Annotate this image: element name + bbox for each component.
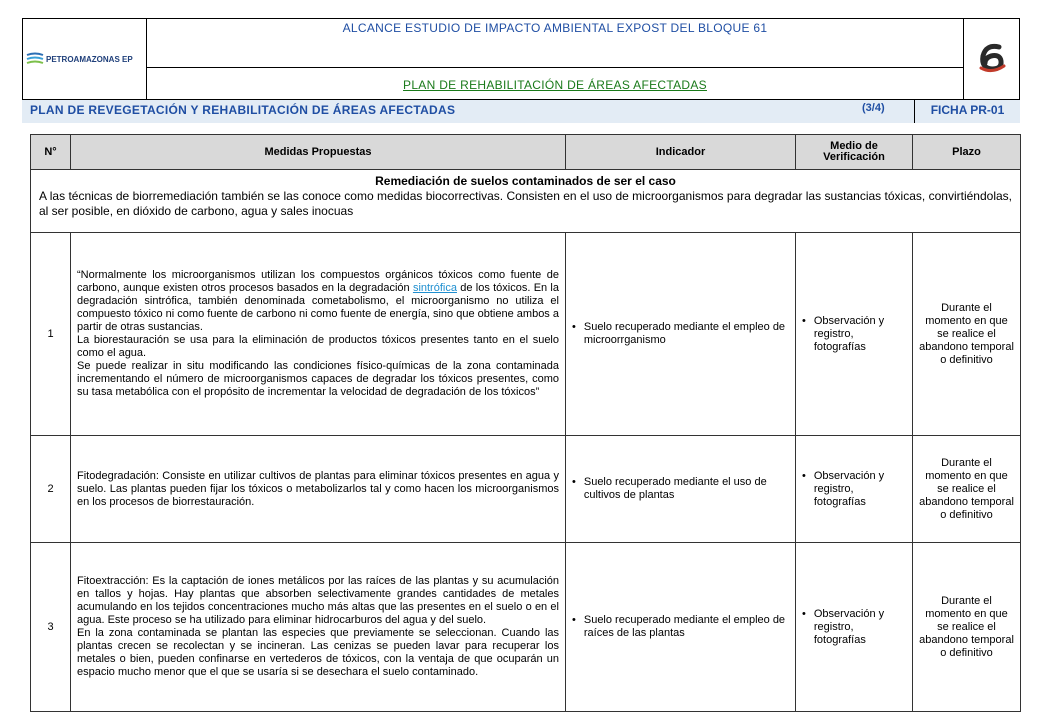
measure-text: “Normalmente los microorganismos utilizan los compuestos orgánicos tóxicos como fuente de carbono, aunque existen otros procesos basados en la degradación xyxy=(77,269,559,294)
section-text: A las técnicas de biorremediación también se las conoce como medidas biocorrectivas. Consisten en el uso de microorganismos para degradar las sustancias tóxicas, convirtiéndolas, al ser posible, en dióxido de carbono, agua y sales inocuas xyxy=(39,189,1012,218)
row-deadline: Durante el momento en que se realice el abandono temporal o definitivo xyxy=(913,543,1021,712)
measure-paragraph: Fitoextracción: Es la captación de iones metálicos por las raíces de las plantas y su acumulación en tallos y hojas. Hay plantas que absorben selectivamente grandes cantidades de metales acumulando en los tejidos concentraciones mucho más altas que las presentes en el suelo o en el agua. Este proceso se ha utilizado para eliminar hidrocarburos del agua y del suelo. xyxy=(77,575,559,626)
document-title: ALCANCE ESTUDIO DE IMPACTO AMBIENTAL EXPOST DEL BLOQUE 61 xyxy=(147,18,963,68)
row-verification xyxy=(796,436,913,543)
row-deadline: Durante el momento en que se realice el abandono temporal o definitivo xyxy=(913,233,1021,436)
indicator-text: Suelo recuperado mediante el empleo de raíces de las plantas xyxy=(583,614,786,639)
row-measure xyxy=(71,543,566,712)
bullet-icon: • xyxy=(802,607,806,620)
company-emblem-icon xyxy=(972,38,1012,78)
sintrofica-link[interactable]: sintrófica xyxy=(412,282,457,294)
table-header-row xyxy=(31,135,1021,170)
row-deadline: Durante el momento en que se realice el abandono temporal o definitivo xyxy=(913,436,1021,543)
bullet-icon: • xyxy=(802,314,806,327)
section-title: Remediación de suelos contaminados de ser el caso xyxy=(375,174,676,188)
table-row xyxy=(31,436,1021,543)
bullet-icon: • xyxy=(572,476,576,488)
petroamazonas-logo-icon xyxy=(26,52,44,66)
measure-paragraph: La biorestauración se usa para la eliminación de productos tóxicos presentes tanto en el suelo como el agua. xyxy=(77,334,559,359)
row-indicator xyxy=(566,543,796,712)
col-header-indicator: Indicador xyxy=(566,135,796,170)
plan-title: PLAN DE REHABILITACIÓN DE ÁREAS AFECTADAS xyxy=(403,78,707,92)
logo-text: PETROAMAZONAS EP xyxy=(46,54,133,64)
measure-paragraph: Se puede realizar in situ modificando las condiciones físico-químicas de la zona contaminada incrementando el número de microorganismos capaces de degradar los tóxicos presentes, como su tasa metabólica con el propósito de incrementar la velocidad de degradación de los tóxicos” xyxy=(77,360,559,398)
row-verification xyxy=(796,233,913,436)
subtitle: PLAN DE REVEGETACIÓN Y REHABILITACIÓN DE ÁREAS AFECTADAS xyxy=(30,103,456,117)
bullet-icon: • xyxy=(802,469,806,482)
row-indicator xyxy=(566,233,796,436)
table-row xyxy=(31,233,1021,436)
table-row xyxy=(31,543,1021,712)
bullet-icon: • xyxy=(572,321,576,333)
row-number: 3 xyxy=(31,543,71,712)
verification-text: Observación y registro, fotografías xyxy=(813,469,885,508)
row-verification xyxy=(796,543,913,712)
section-row xyxy=(31,170,1021,233)
right-logo-cell xyxy=(963,18,1020,99)
ficha-code: FICHA PR-01 xyxy=(914,99,1020,123)
bullet-icon: • xyxy=(572,614,576,626)
col-header-deadline: Plazo xyxy=(913,135,1021,170)
page-indicator: (3/4) xyxy=(862,102,885,114)
indicator-text: Suelo recuperado mediante el uso de cultivos de plantas xyxy=(583,476,767,501)
measure-paragraph: Fitodegradación: Consiste en utilizar cultivos de plantas para eliminar tóxicos presentes en agua y suelo. Las plantas pueden fijar los tóxicos o metabolizarlos tal y como hacen los microorganismos en los procesos de biorrestauración. xyxy=(77,469,559,508)
row-indicator xyxy=(566,436,796,543)
col-header-measures: Medidas Propuestas xyxy=(71,135,566,170)
measures-table xyxy=(30,134,1021,712)
verification-text: Observación y registro, fotografías xyxy=(813,607,885,646)
measure-paragraph xyxy=(77,269,559,334)
row-number: 2 xyxy=(31,436,71,543)
indicator-text: Suelo recuperado mediante el empleo de microorrganismo xyxy=(583,321,786,346)
row-number: 1 xyxy=(31,233,71,436)
row-measure xyxy=(71,233,566,436)
col-header-verification: Medio de Verificación xyxy=(796,135,913,170)
verification-text: Observación y registro, fotografías xyxy=(813,314,885,353)
col-header-number: N° xyxy=(31,135,71,170)
measure-paragraph: En la zona contaminada se plantan las especies que previamente se seleccionan. Cuando las plantas crecen se recolectan y se incineran. Las cenizas se pueden lavar para recuperar los metales o bien, pueden confinarse en vertederos de tóxicos, con la ventaja de que ocuparán un espacio mucho menor que el que se usaría si se desechara el suelo contaminado. xyxy=(77,627,559,678)
measure-text: de los tóxicos. En la degradación sintrófica, también denominada cometabolismo, el microorganismo no utiliza el compuesto tóxico ni como fuente de carbono ni como fuente de energía, sino que obtiene ambos a partir de otras sustancias. xyxy=(77,282,559,333)
logo-cell xyxy=(22,18,147,99)
row-measure xyxy=(71,436,566,543)
